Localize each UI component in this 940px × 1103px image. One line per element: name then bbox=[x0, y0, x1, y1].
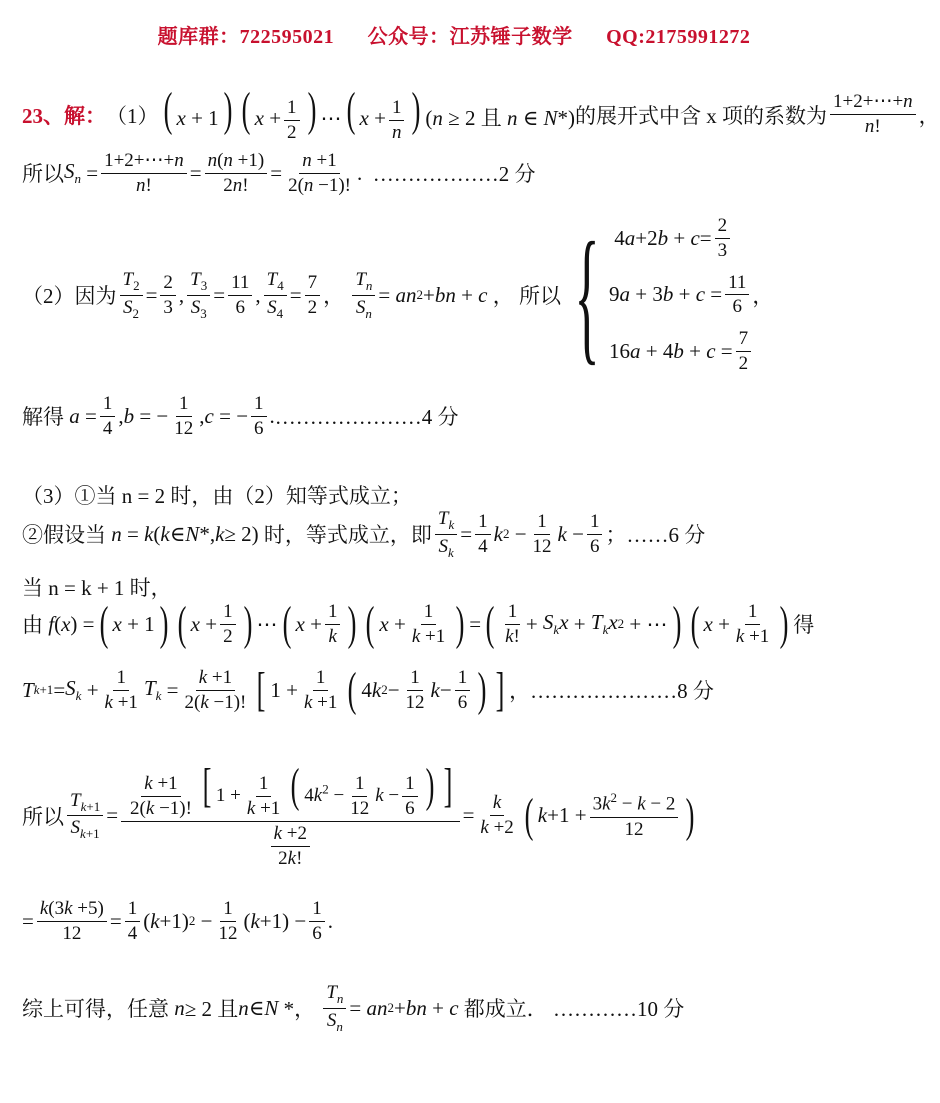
header-account: 公众号：江苏锤子数学 bbox=[367, 26, 573, 48]
product-expression: ( x + 1) ( x + $\frac{1}{2}$ ) ⋯( x + $\frac{1}{n}$ ) (n ≥ 2 且 n ∈ N*) bbox=[163, 83, 576, 143]
solution-line-11: = $\frac{k(3k +5)}{12}$ = $\frac{1}{4}$ ( k +1) 2 − $\frac{1}{12}$ ( k +1) − $\frac{1}{6}$ . bbox=[22, 898, 333, 944]
solution-line-3: （2）因为 $\frac{T_2}{S_2}$ = $\frac{2}{3}$ , $\frac{T_3}{S_3}$ = $\frac{11}{6}$ , $\frac{T_4}{S_4}$ = $\frac{7}{2}$ ， $\frac{T_n}{S_n}$ = an 2 + bn + c ， 所以 { 4 a +2 b + c = $\frac{2}{3}$ 9 a + 3 b + c = $\frac{11}{6}$ ， 16 a + 4 b + c = $\frac{7}{2}$ bbox=[22, 212, 774, 378]
page-header bbox=[0, 20, 908, 49]
line1-text: 的展开式中含 x 项的系数为 bbox=[575, 103, 828, 128]
score-4: …………………4 分 bbox=[274, 405, 459, 430]
solution-line-7: 当 n = k + 1 时， bbox=[22, 576, 172, 600]
solution-line-2: 所以 $S_n$ = $\frac{1+2+\cdots+n}{n!}$ = $\frac{n(n +1)}{2n!}$ = $\frac{n +1}{2(n -1)!}$ . ………………2 分 bbox=[22, 150, 536, 196]
coefficient-fraction: $\frac{1+2+\cdots+n}{n!}$ bbox=[830, 91, 916, 138]
header-qq: QQ:2175991272 bbox=[606, 26, 751, 48]
score-6: ；……6 分 bbox=[605, 523, 706, 548]
score-2: ………………2 分 bbox=[372, 162, 536, 187]
score-8: ，…………………8 分 bbox=[509, 679, 714, 703]
solution-line-12: 综上可得，任意 n ≥ 2 且 n ∈ N *， $\frac{T_n}{S_n}$ = an 2 + bn + c 都成立． …………10 分 bbox=[22, 982, 685, 1034]
score-10: …………10 分 bbox=[553, 997, 685, 1022]
equation-system: 4 a +2 b + c = $\frac{2}{3}$ 9 a + 3 b + c = $\frac{11}{6}$ ， 16 a + 4 b + c = $\frac{7}{2}$ bbox=[609, 214, 774, 375]
problem-label: 23、解： bbox=[22, 103, 106, 128]
solution-line-6: ②假设当 n = k ( k ∈ N *, k ≥ 2) 时，等式成立，即 $\frac{T_k}{S_k}$ = $\frac{1}{4}$ k 2 − $\frac{1}{12}$ k − $\frac{1}{6}$ ；……6 分 bbox=[22, 508, 706, 560]
solution-line-5: （3）①当 n = 2 时，由（2）知等式成立； bbox=[22, 484, 412, 508]
header-group: 题库群：722595021 bbox=[157, 26, 335, 48]
solution-line-4: 解得 a = $\frac{1}{4}$ , b = − $\frac{1}{12}$ , c = − $\frac{1}{6}$ . …………………4 分 bbox=[22, 393, 459, 439]
solution-line-8: 由 f ( x ) = ( x + 1 ) ( x + $\frac{1}{2}$ ) ⋯ ( x + $\frac{1}{k}$ ) ( x + $\frac{1}{k +1}$ ) = ( $\frac{1}{k!}$ + $S_kx$ + $T_kx$ 2 + ⋯ ) ( x + $\frac{1}{k +1}$ ) 得 bbox=[22, 597, 815, 650]
solution-line-10: 所以 $\frac{T_{k+1}}{S_{k+1}}$ = $\frac{k +1}{2(k -1)!}$ [ 1 + $\frac{1}{k +1}$ ( $4k^2$ − $\frac{1}{12}$ k − $\frac{1}{6}$ ) ] $\frac{k +2}{2k!}$ = $\frac{k}{k +2}$ ( k +1 + $\frac{3k^2 - k - 2}{12}$ ) bbox=[22, 759, 695, 869]
solution-line-9: T k+1 = $S_k$ + $\frac{1}{k +1}$ $T_k$ = $\frac{k +1}{2(k -1)!}$ [ 1 + $\frac{1}{k +1}$ ( 4 k 2 − $\frac{1}{12}$ k − $\frac{1}{6}$ ) ] ，…………………8 分 bbox=[22, 663, 714, 716]
solution-line-1: 23、解： （1） ( x + 1) ( x + $\frac{1}{2}$ ) ⋯( x + $\frac{1}{n}$ ) (n ≥ 2 且 n ∈ N*) 的展开式中含 x 项的系数为 $\frac{1+2+\cdots+n}{n!}$ ， bbox=[22, 83, 940, 143]
